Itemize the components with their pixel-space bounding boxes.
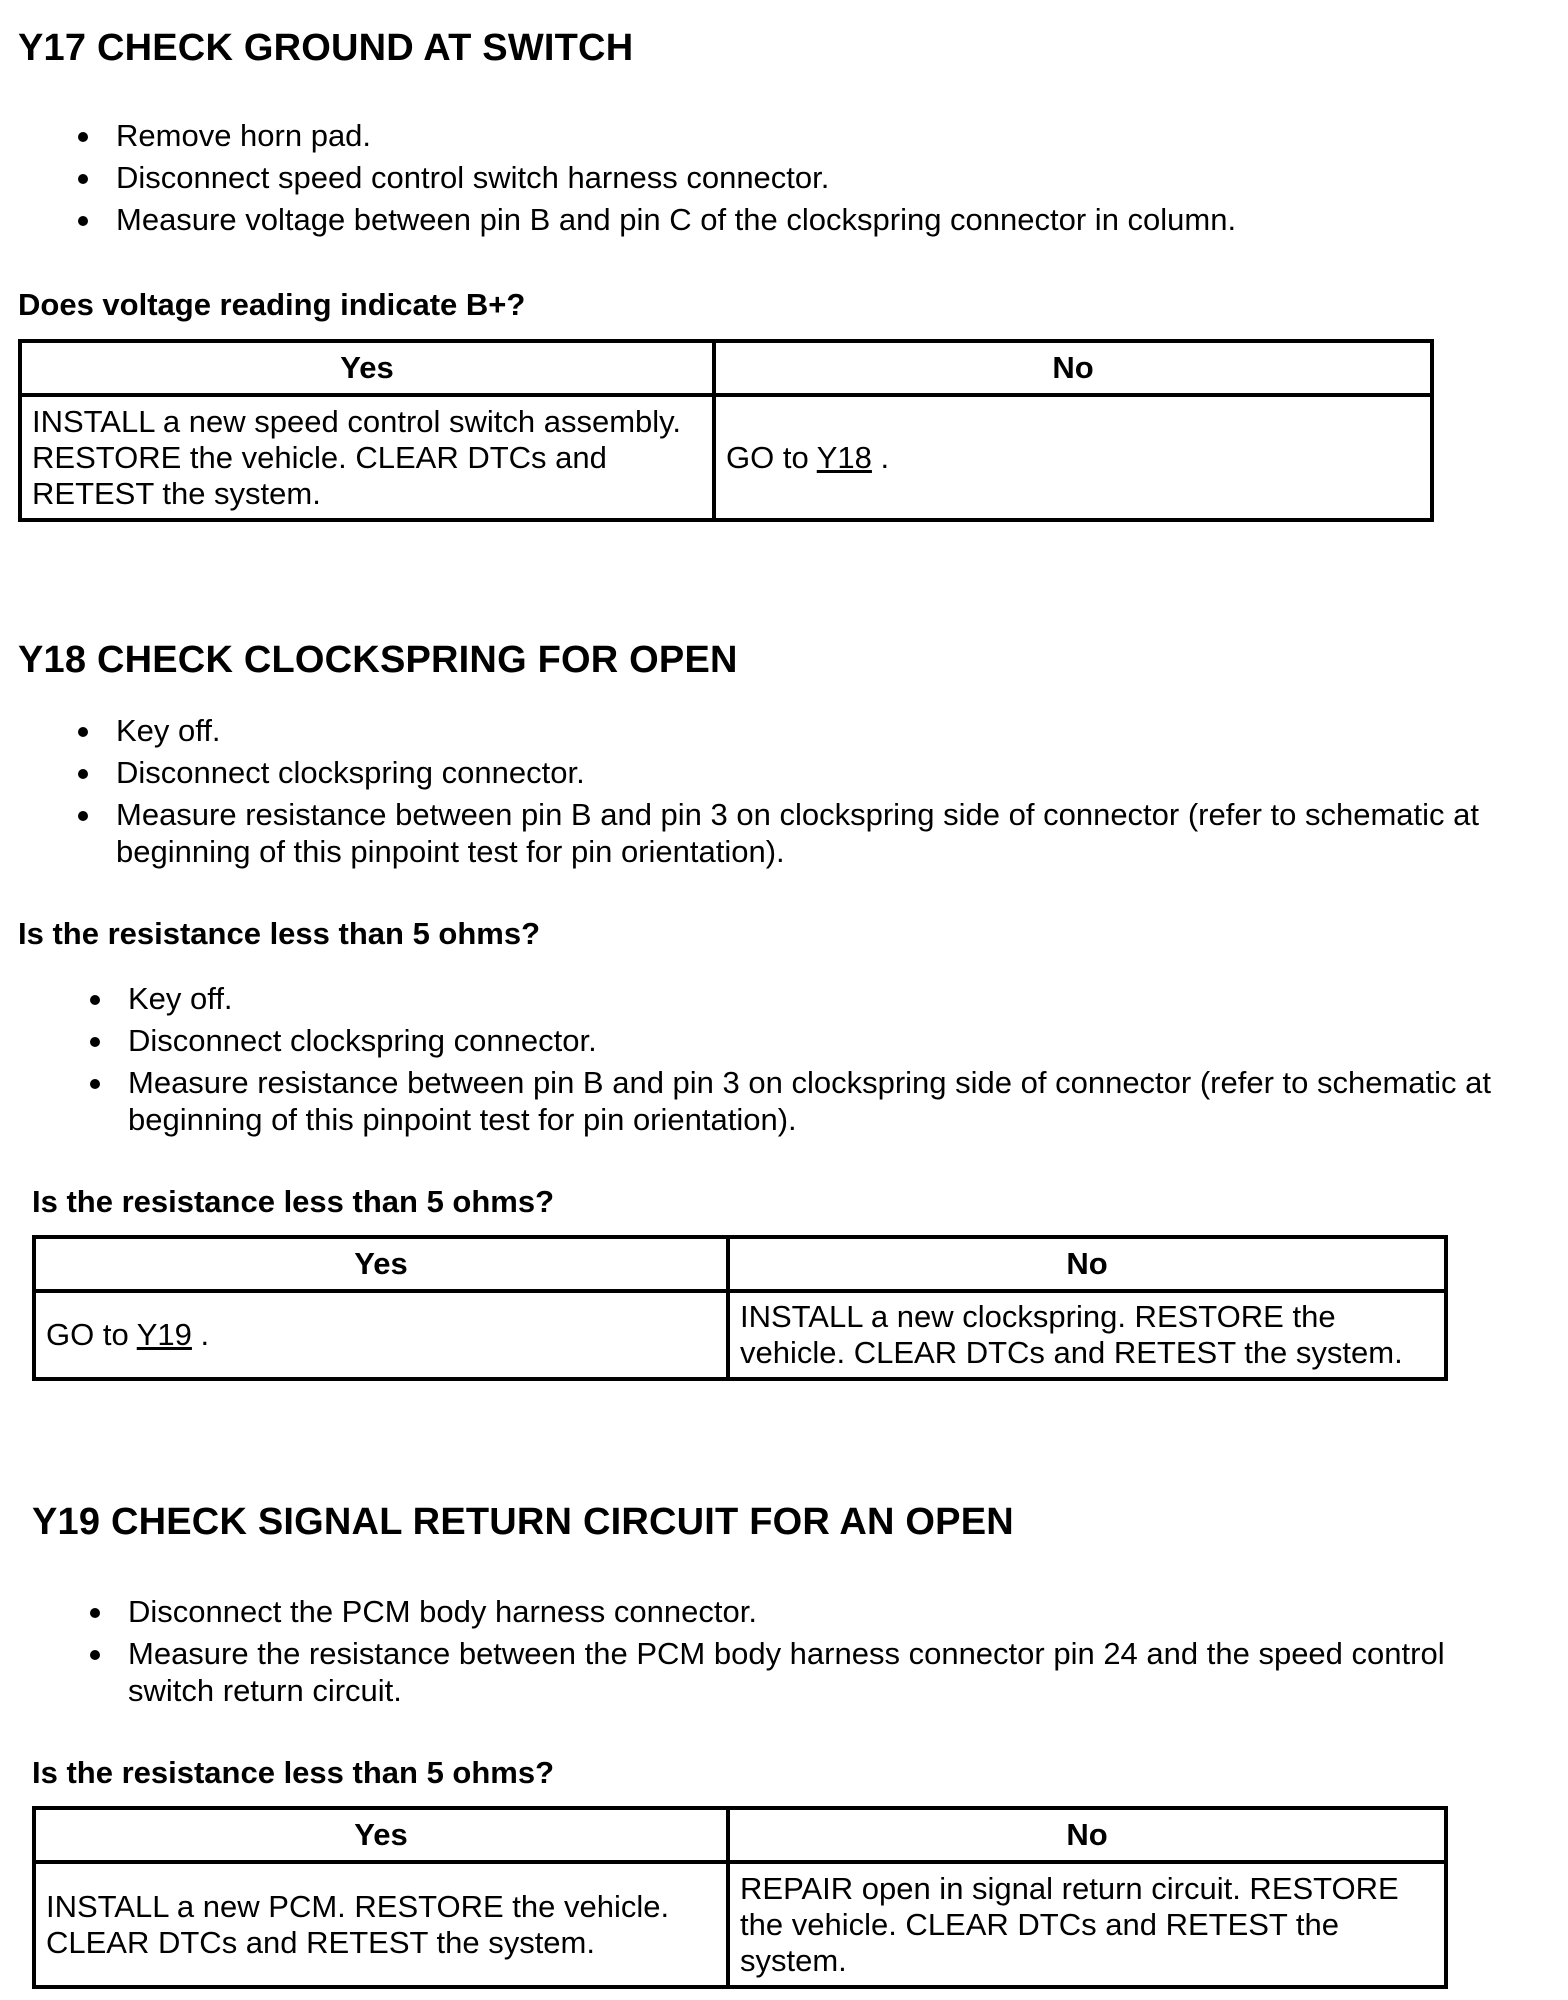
link-y19[interactable]: Y19 — [136, 1317, 192, 1352]
no-cell: REPAIR open in signal return circuit. RESTORE the vehicle. CLEAR DTCs and RETEST the system. — [728, 1862, 1446, 1987]
question-y18: Is the resistance less than 5 ohms? — [18, 916, 541, 951]
list-item: Key off. — [88, 980, 1528, 1017]
no-header: No — [714, 341, 1432, 395]
table-header-row — [34, 1808, 1446, 1862]
bullet-list-y19 — [88, 1593, 1518, 1714]
bullet-list-y18 — [76, 712, 1516, 875]
question-y18-repeat: Is the resistance less than 5 ohms? — [32, 1184, 555, 1219]
question-y17: Does voltage reading indicate B+? — [18, 287, 526, 322]
no-header: No — [728, 1808, 1446, 1862]
list-item: Measure voltage between pin B and pin C of the clockspring connector in column. — [76, 201, 1516, 238]
yes-cell — [34, 1291, 728, 1379]
link-y18[interactable]: Y18 — [816, 439, 872, 475]
section-heading-y17: Y17 CHECK GROUND AT SWITCH — [18, 27, 634, 69]
no-header: No — [728, 1237, 1446, 1291]
bullet-list-y17 — [76, 117, 1516, 243]
list-item: Measure resistance between pin B and pin 3 on clockspring side of connector (refer to schematic at beginning of this pinpoint test for pin orientation). — [88, 1064, 1528, 1138]
question-y19: Is the resistance less than 5 ohms? — [32, 1755, 555, 1790]
yes-header: Yes — [20, 341, 714, 395]
result-table-y17 — [18, 339, 1434, 522]
yes-cell-prefix: GO to — [46, 1317, 137, 1352]
table-header-row — [20, 341, 1432, 395]
no-cell-suffix: . — [871, 439, 890, 475]
list-item: Disconnect clockspring connector. — [76, 754, 1516, 791]
no-cell-prefix: GO to — [726, 439, 817, 475]
list-item: Measure resistance between pin B and pin 3 on clockspring side of connector (refer to schematic at beginning of this pinpoint test for pin orientation). — [76, 796, 1516, 870]
yes-cell: INSTALL a new speed control switch assembly. RESTORE the vehicle. CLEAR DTCs and RETEST the system. — [20, 395, 714, 520]
bullet-list-y18-repeat — [88, 980, 1528, 1143]
yes-header: Yes — [34, 1237, 728, 1291]
list-item: Disconnect clockspring connector. — [88, 1022, 1528, 1059]
section-heading-y18: Y18 CHECK CLOCKSPRING FOR OPEN — [18, 639, 738, 681]
section-heading-y19: Y19 CHECK SIGNAL RETURN CIRCUIT FOR AN OPEN — [32, 1501, 1014, 1543]
yes-header: Yes — [34, 1808, 728, 1862]
result-table-y19 — [32, 1806, 1448, 1989]
list-item: Disconnect the PCM body harness connector. — [88, 1593, 1518, 1630]
list-item: Key off. — [76, 712, 1516, 749]
list-item: Disconnect speed control switch harness connector. — [76, 159, 1516, 196]
yes-cell: INSTALL a new PCM. RESTORE the vehicle. CLEAR DTCs and RETEST the system. — [34, 1862, 728, 1987]
result-table-y18 — [32, 1235, 1448, 1381]
table-header-row — [34, 1237, 1446, 1291]
yes-cell-suffix: . — [191, 1317, 210, 1352]
no-cell: INSTALL a new clockspring. RESTORE the vehicle. CLEAR DTCs and RETEST the system. — [728, 1291, 1446, 1379]
table-row — [34, 1291, 1446, 1379]
table-row — [20, 395, 1432, 520]
list-item: Remove horn pad. — [76, 117, 1516, 154]
list-item: Measure the resistance between the PCM body harness connector pin 24 and the speed control switch return circuit. — [88, 1635, 1518, 1709]
no-cell — [714, 395, 1432, 520]
table-row — [34, 1862, 1446, 1987]
